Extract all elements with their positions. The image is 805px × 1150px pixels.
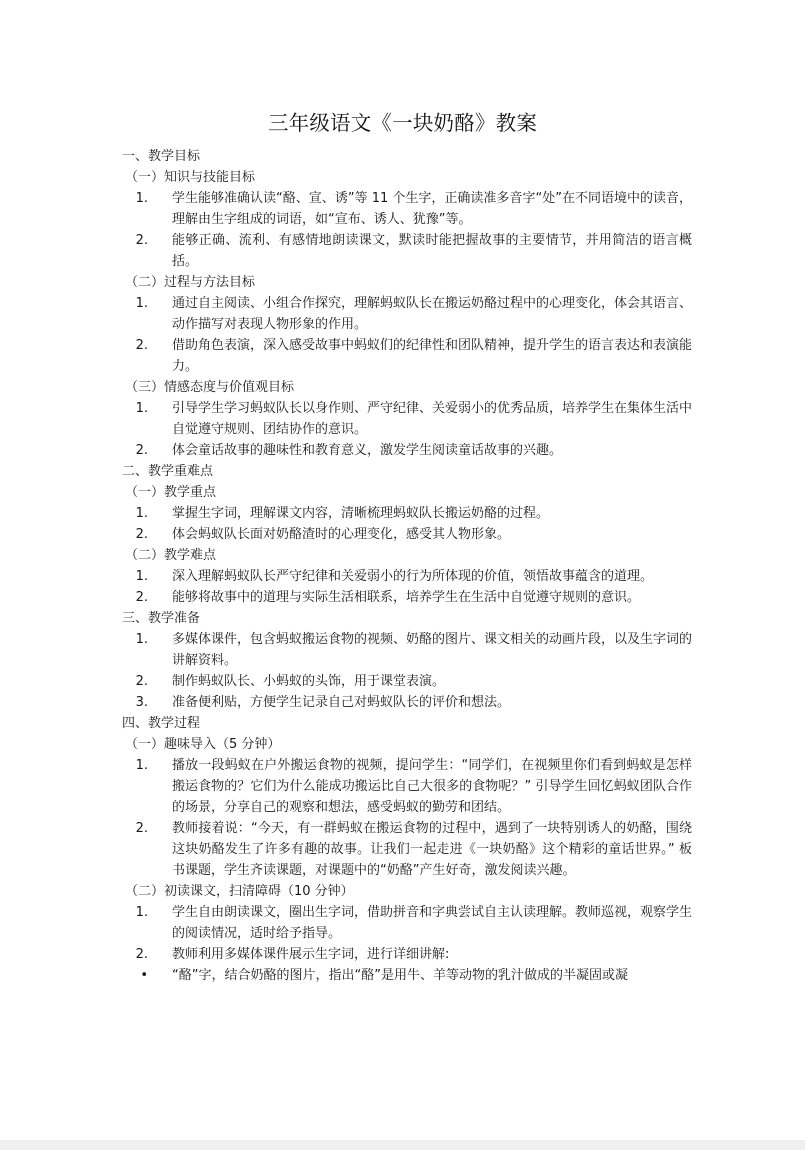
list-item (122, 230, 692, 272)
document-body (122, 146, 692, 986)
list-item (122, 671, 692, 692)
list-marker: 2. (135, 947, 148, 962)
section-heading: 三、教学准备 (122, 611, 201, 626)
list-marker: 2. (135, 527, 148, 542)
list-item-text: 播放一段蚂蚁在户外搬运食物的视频，提问学生：“同学们，在视频里你们看到蚂蚁是怎样搬运食物的？它们为什么能成功搬运比自己大很多的食物呢？” 引导学生回忆蚂蚁团队合作的场景，分享自己的观察和想法，感受蚂蚁的勤劳和团结。 (172, 758, 692, 815)
list-item-text: 引导学生学习蚂蚁队长以身作则、严守纪律、关爱弱小的优秀品质，培养学生在集体生活中自觉遵守规则、团结协作的意识。 (172, 401, 693, 437)
list-marker: 2. (135, 821, 148, 836)
list-marker: 2. (135, 233, 148, 248)
section-heading: 一、教学目标 (122, 149, 201, 164)
list-item-bullet (122, 965, 692, 986)
list-item (122, 188, 692, 230)
list-marker: 1. (135, 401, 148, 416)
list-item (122, 398, 692, 440)
list-item-text: 掌握生字词，理解课文内容，清晰梳理蚂蚁队长搬运奶酪的过程。 (172, 506, 550, 521)
section-heading: 二、教学重难点 (122, 464, 214, 479)
list-item-text: 能够正确、流利、有感情地朗读课文，默读时能把握故事的主要情节，并用简洁的语言概括。 (172, 233, 692, 269)
list-item-text: 学生自由朗读课文，圈出生字词，借助拼音和字典尝试自主认读理解。教师巡视，观察学生的阅读情况，适时给予指导。 (172, 905, 693, 941)
list-item (122, 818, 692, 881)
list-item-text: 深入理解蚂蚁队长严守纪律和关爱弱小的行为所体现的价值，领悟故事蕴含的道理。 (172, 569, 654, 584)
list-item-text: “酪”字，结合奶酪的图片，指出“酪”是用牛、羊等动物的乳汁做成的半凝固或凝 (172, 968, 628, 983)
list-item (122, 944, 692, 965)
subsection-heading: （一）趣味导入（5 分钟） (125, 737, 281, 752)
list-item-text: 能够将故事中的道理与实际生活相联系，培养学生在生活中自觉遵守规则的意识。 (172, 590, 641, 605)
list-item-text: 体会蚂蚁队长面对奶酪渣时的心理变化，感受其人物形象。 (172, 527, 511, 542)
list-item (122, 440, 692, 461)
list-marker: 2. (135, 443, 148, 458)
list-item-text: 教师利用多媒体课件展示生字词，进行详细讲解: (172, 947, 450, 962)
document-title: 三年级语文《一块奶酪》教案 (267, 111, 538, 135)
list-item (122, 587, 692, 608)
list-marker: 3. (135, 695, 148, 710)
list-marker: 1. (135, 296, 148, 311)
list-marker: 1. (135, 191, 148, 206)
subsection-heading: （二）过程与方法目标 (125, 275, 256, 290)
list-item-text: 通过自主阅读、小组合作探究，理解蚂蚁队长在搬运奶酪过程中的心理变化，体会其语言、动作描写对表现人物形象的作用。 (172, 296, 693, 332)
list-item (122, 755, 692, 818)
subsection-heading: （二）教学难点 (125, 548, 217, 563)
list-item-text: 体会童话故事的趣味性和教育意义，激发学生阅读童话故事的兴趣。 (172, 443, 563, 458)
list-item (122, 629, 692, 671)
list-marker: 1. (135, 506, 148, 521)
page-bottom-edge (0, 1140, 805, 1150)
list-item (122, 902, 692, 944)
list-marker: 2. (135, 590, 148, 605)
list-item (122, 692, 692, 713)
subsection-heading: （一）教学重点 (125, 485, 217, 500)
subsection-heading: （二）初读课文，扫清障碍（10 分钟） (125, 884, 354, 899)
subsection-heading: （一）知识与技能目标 (125, 170, 256, 185)
list-marker: 1. (135, 758, 148, 773)
list-item (122, 293, 692, 335)
list-item (122, 503, 692, 524)
bullet-marker: • (140, 968, 148, 983)
list-item-text: 多媒体课件，包含蚂蚁搬运食物的视频、奶酪的图片、课文相关的动画片段，以及生字词的讲解资料。 (172, 632, 693, 668)
list-item-text: 学生能够准确认读“酪、宣、诱”等 11 个生字，正确读准多音字“处”在不同语境中的读音，理解由生字组成的词语，如“宣布、诱人、犹豫”等。 (172, 191, 692, 227)
subsection-heading: （三）情感态度与价值观目标 (125, 380, 295, 395)
list-item (122, 566, 692, 587)
list-marker: 2. (135, 674, 148, 689)
list-marker: 2. (135, 338, 148, 353)
list-marker: 1. (135, 905, 148, 920)
list-item (122, 335, 692, 377)
list-item-text: 教师接着说：“今天，有一群蚂蚁在搬运食物的过程中，遇到了一块特别诱人的奶酪，围绕这块奶酪发生了许多有趣的故事。让我们一起走进《一块奶酪》这个精彩的童话世界。” 板书课题，学生齐读课题，对课题中的“奶酪”产生好奇，激发阅读兴趣。 (172, 821, 692, 878)
list-item-text: 制作蚂蚁队长、小蚂蚁的头饰，用于课堂表演。 (172, 674, 446, 689)
list-marker: 1. (135, 632, 148, 647)
list-item-text: 准备便利贴，方便学生记录自己对蚂蚁队长的评价和想法。 (172, 695, 511, 710)
list-item-text: 借助角色表演，深入感受故事中蚂蚁们的纪律性和团队精神，提升学生的语言表达和表演能力。 (172, 338, 693, 374)
section-heading: 四、教学过程 (122, 716, 201, 731)
list-marker: 1. (135, 569, 148, 584)
list-item (122, 524, 692, 545)
